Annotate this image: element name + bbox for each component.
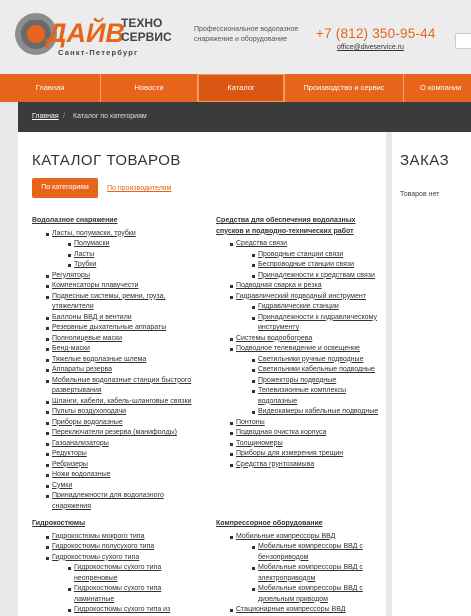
category-item-label[interactable]: Видеокамеры кабельные подводные [258, 408, 379, 415]
category-item[interactable] [32, 584, 217, 595]
category-item[interactable] [216, 449, 386, 460]
category-heading[interactable]: Водолазное снаряжение [32, 217, 118, 224]
category-item[interactable] [216, 323, 386, 334]
nav-item-news[interactable]: Новости [134, 83, 164, 92]
category-item[interactable] [32, 302, 217, 313]
category-item[interactable] [32, 355, 217, 366]
category-heading[interactable]: Гидрокостюмы [32, 520, 86, 527]
category-item[interactable] [216, 439, 386, 450]
breadcrumb-home-link[interactable]: Главная [32, 113, 59, 120]
category-item-label[interactable]: Резервные дыхательные аппараты [52, 324, 167, 331]
category-item[interactable] [216, 542, 386, 553]
email-link[interactable]: office@diveservice.ru [337, 44, 404, 51]
category-heading[interactable]: Компрессорное оборудование [216, 520, 323, 527]
category-column [32, 519, 217, 616]
category-item-label[interactable]: Мобильные компрессоры ВВД с [258, 585, 363, 592]
category-item-label[interactable]: Системы водообогрева [236, 334, 313, 342]
category-item[interactable] [32, 292, 217, 303]
category-item-label[interactable]: Аппараты резерва [52, 366, 113, 373]
logo-side-text-2: СЕРВИС [121, 30, 172, 44]
category-item-label[interactable]: утяжелители [52, 303, 94, 310]
category-item-label[interactable]: Толщиномеры [236, 439, 283, 447]
category-item[interactable] [32, 323, 217, 334]
category-item-label[interactable]: бензоприводом [258, 553, 309, 561]
category-item[interactable] [32, 491, 217, 502]
category-item-label[interactable]: Мобильные компрессоры ВВД с [258, 543, 363, 550]
category-item[interactable] [32, 386, 217, 397]
category-item[interactable] [32, 281, 217, 292]
category-item-label[interactable]: Тяжелые водолазные шлема [52, 355, 147, 363]
category-item[interactable] [216, 355, 386, 366]
category-item-label[interactable]: Мобильные водолазные станции быстрого [52, 376, 192, 384]
category-list [216, 532, 386, 616]
category-item-label[interactable]: Редукторы [52, 450, 87, 457]
category-column [216, 216, 386, 470]
phone-number: +7 (812) 350-95-44 [316, 26, 436, 41]
category-item-label[interactable]: снаряжения [52, 502, 92, 510]
category-list [32, 229, 217, 513]
category-item[interactable] [216, 260, 386, 271]
category-item-label[interactable]: Компенсаторы плавучести [52, 282, 139, 289]
category-item[interactable] [32, 344, 217, 355]
category-item-label[interactable]: Принадлежности для водолазного [52, 492, 164, 499]
category-item[interactable] [32, 449, 217, 460]
category-item[interactable] [32, 407, 217, 418]
category-item-label[interactable]: водолазные [258, 397, 298, 405]
catalog-panel [18, 132, 386, 616]
category-item-label[interactable]: Проводные станции связи [258, 250, 344, 258]
category-item[interactable] [216, 428, 386, 439]
category-item-label[interactable]: Понтоны [236, 418, 265, 426]
category-item-label[interactable]: Светильники ручные подводные [258, 355, 364, 363]
category-item[interactable] [216, 574, 386, 585]
logo[interactable] [14, 6, 174, 64]
category-list [32, 532, 217, 616]
category-item-label[interactable]: Баллоны ВВД и вентили [52, 313, 132, 321]
category-item-label[interactable]: Сумки [52, 481, 73, 489]
category-item[interactable] [216, 386, 386, 397]
category-item-label[interactable]: Гидравлические станции [258, 303, 339, 310]
category-item[interactable] [32, 428, 217, 439]
category-item-label[interactable]: Прожекторы подводные [258, 376, 337, 384]
category-item[interactable] [216, 250, 386, 261]
order-panel [392, 132, 471, 616]
logo-side-text-1: ТЕХНО [121, 16, 163, 30]
category-item-label[interactable]: Средства грунтозамыва [236, 460, 315, 468]
category-item-label[interactable]: Мобильные компрессоры ВВД с [258, 564, 363, 571]
category-item-label[interactable]: Газоанализаторы [52, 439, 109, 447]
category-item-label[interactable]: Приборы водолазные [52, 418, 123, 426]
category-item-label[interactable]: Подводная сварка и резка [236, 282, 322, 289]
category-item-label[interactable]: Средства связи [236, 240, 288, 247]
category-item-label[interactable]: Подводная очистка корпуса [236, 429, 327, 436]
category-item-label[interactable]: Светильники кабельные подводные [258, 366, 375, 373]
category-item[interactable] [216, 271, 386, 282]
category-item-label[interactable]: развертывания [52, 387, 102, 394]
category-item[interactable] [32, 313, 217, 324]
category-item-label[interactable]: Стационарные компрессоры ВВД [236, 606, 346, 613]
category-item[interactable] [216, 563, 386, 574]
category-item[interactable] [32, 397, 217, 408]
category-item[interactable] [216, 584, 386, 595]
category-item[interactable] [32, 460, 217, 471]
category-item[interactable] [32, 574, 217, 585]
category-item-label[interactable]: Гидравлический подводный инструмент [236, 292, 366, 300]
nav-item-production[interactable]: Производство и сервис [303, 83, 385, 92]
category-item-label[interactable]: Полнолицевые маски [52, 334, 123, 342]
category-item[interactable] [32, 542, 217, 553]
tagline: Профессиональное водолазное снаряжение и оборудование [194, 26, 299, 43]
category-item-label[interactable]: Трубки [74, 261, 97, 268]
tab-by-manufacturer[interactable]: По производителям [107, 185, 172, 192]
category-item-label[interactable]: Шланги, кабели, кабель-шланговые связки [52, 397, 192, 405]
category-item-label[interactable]: ламинатные [74, 595, 115, 603]
category-item[interactable] [32, 502, 217, 513]
category-item-label[interactable]: Гидрокостюмы сухого типа [74, 585, 162, 592]
category-column [216, 519, 386, 616]
category-item-label[interactable]: Переключатели резерва (манифолды) [52, 429, 178, 436]
breadcrumb-separator: / [63, 113, 65, 120]
category-item[interactable] [32, 481, 217, 492]
category-item-label[interactable]: Подвесные системы, ремни, груза, [52, 292, 166, 300]
category-heading[interactable]: спусков и подводно-технических работ [216, 227, 354, 235]
category-item-label[interactable]: Беспроводные станции связи [258, 261, 354, 268]
category-item[interactable] [216, 595, 386, 606]
logo-city-text: Санкт-Петербург [58, 48, 139, 57]
category-item[interactable] [32, 250, 217, 261]
category-item[interactable] [216, 460, 386, 471]
category-item[interactable] [32, 271, 217, 282]
category-item[interactable] [216, 365, 386, 376]
category-item[interactable] [216, 302, 386, 313]
category-item[interactable] [216, 397, 386, 408]
category-item[interactable] [216, 418, 386, 429]
category-item[interactable] [32, 595, 217, 606]
category-item-label[interactable]: Телевизионные комплексы [258, 387, 347, 394]
category-item[interactable] [32, 418, 217, 429]
nav-item-home[interactable]: Главная [35, 83, 65, 92]
category-item-label[interactable]: дизельным приводом [258, 595, 328, 603]
breadcrumb [18, 102, 471, 132]
category-item[interactable] [32, 605, 217, 616]
main-nav [0, 74, 471, 102]
category-item[interactable] [216, 605, 386, 616]
category-item[interactable] [32, 563, 217, 574]
category-item-label[interactable]: Бенд-маски [52, 345, 90, 352]
category-item[interactable] [216, 334, 386, 345]
category-item-label[interactable]: инструменту [258, 324, 300, 331]
category-item-label[interactable]: Подводное телевидение и освещение [236, 345, 360, 352]
category-item[interactable] [32, 229, 217, 240]
category-list [216, 239, 386, 470]
category-item[interactable] [216, 553, 386, 564]
category-item-label[interactable]: Ножи водолазные [52, 471, 111, 478]
category-item[interactable] [216, 532, 386, 543]
category-item-label[interactable]: Полумаски [74, 240, 110, 247]
tab-by-category[interactable]: По категориям [32, 178, 98, 198]
category-item[interactable] [216, 239, 386, 250]
nav-item-catalog[interactable]: Каталог [198, 74, 284, 102]
category-item[interactable] [32, 334, 217, 345]
category-item-label[interactable]: Приборы для измерения трещин [236, 450, 344, 457]
category-item-label[interactable]: Пульты воздухоподачи [52, 408, 127, 415]
category-item-label[interactable]: Принадлежности к средствам связи [258, 271, 375, 279]
category-item[interactable] [216, 292, 386, 303]
category-item-label[interactable]: Гидрокостюмы сухого типа [52, 553, 140, 561]
order-title: ЗАКАЗ [400, 152, 450, 169]
category-item[interactable] [32, 532, 217, 543]
category-item[interactable] [216, 407, 386, 418]
category-item-label[interactable]: Мобильные компрессоры ВВД [236, 532, 336, 540]
category-heading[interactable]: Средства для обеспечения водолазных [216, 217, 356, 224]
category-item-label[interactable]: электроприводом [258, 574, 316, 582]
category-item[interactable] [32, 365, 217, 376]
order-empty-text: Товаров нет [400, 191, 440, 198]
category-item[interactable] [216, 344, 386, 355]
category-item[interactable] [32, 239, 217, 250]
category-item[interactable] [32, 260, 217, 271]
page-title: КАТАЛОГ ТОВАРОВ [32, 152, 181, 169]
nav-item-about[interactable]: О компании [420, 83, 462, 92]
category-item-label[interactable]: Ласты [74, 250, 95, 258]
category-item[interactable] [32, 470, 217, 481]
category-column [32, 216, 217, 512]
category-item-label[interactable]: Гидрокостюмы сухого типа [74, 564, 162, 571]
category-item-label[interactable]: Ребризеры [52, 460, 88, 468]
category-item[interactable] [216, 376, 386, 387]
breadcrumb-current: Каталог по категориям [73, 113, 147, 120]
site-header [0, 0, 471, 74]
category-item[interactable] [32, 439, 217, 450]
category-item-label[interactable]: Гидрокостюмы мокрого типа [52, 532, 145, 540]
logo-main-text: ДАЙВ [47, 18, 125, 48]
category-item[interactable] [216, 281, 386, 292]
category-item-label[interactable]: неопреновые [74, 574, 118, 582]
category-item-label[interactable]: Гидрокостюмы полусухого типа [52, 543, 155, 550]
category-item[interactable] [216, 313, 386, 324]
category-item[interactable] [32, 376, 217, 387]
category-item-label[interactable]: Ласты, полумаски, трубки [52, 229, 136, 237]
category-item[interactable] [32, 553, 217, 564]
category-item-label[interactable]: Регуляторы [52, 271, 90, 279]
category-item-label[interactable]: Принадлежности к гидравлическому [258, 313, 377, 321]
search-input[interactable] [455, 33, 471, 49]
category-item-label[interactable]: Гидрокостюмы сухого типа из [74, 606, 171, 613]
